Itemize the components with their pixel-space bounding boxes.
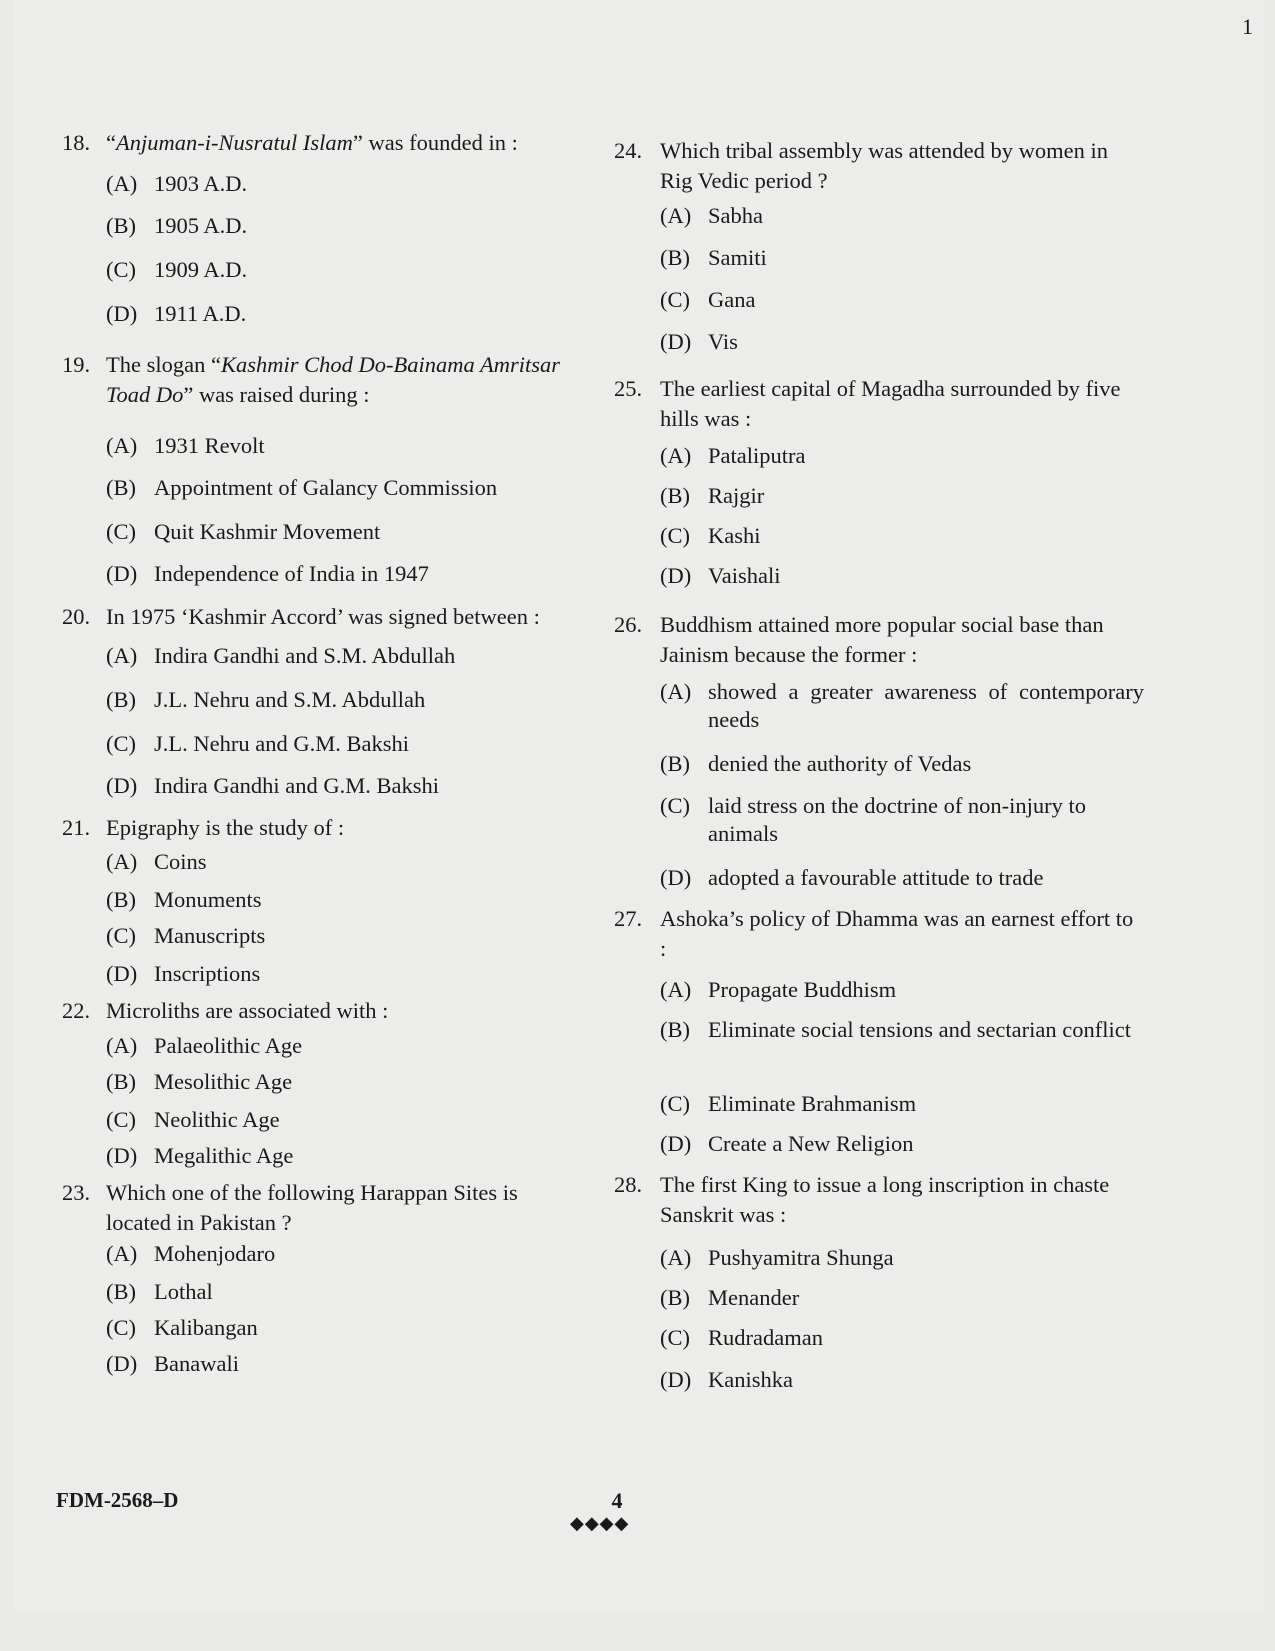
option-d <box>660 1366 1144 1394</box>
question-text <box>660 610 1144 670</box>
option-a <box>106 848 582 876</box>
question-text-part: In 1975 ‘Kashmir Accord’ was signed between : <box>106 604 540 629</box>
option-a <box>106 432 582 460</box>
option-d <box>660 562 1144 590</box>
option-text: Samiti <box>708 245 767 270</box>
question-text-part: The earliest capital of Magadha surrounded by five hills was : <box>660 376 1121 431</box>
option-label: (A) <box>660 679 692 704</box>
option-text: Palaeolithic Age <box>154 1033 303 1058</box>
option-text: Appointment of Galancy Commission <box>154 475 498 500</box>
question-26 <box>614 610 1144 670</box>
option-text: Sabha <box>708 203 763 228</box>
option-text: 1903 A.D. <box>154 171 248 196</box>
diamond-ornament: ◆◆◆◆ <box>570 1513 630 1533</box>
option-c <box>106 922 582 950</box>
option-text: Monuments <box>154 887 262 912</box>
option-text: Kanishka <box>708 1367 793 1392</box>
option-label: (C) <box>660 1091 690 1116</box>
option-d <box>660 328 1144 356</box>
option-label: (D) <box>106 773 138 798</box>
option-text: Vis <box>708 329 738 354</box>
option-label: (D) <box>106 561 138 586</box>
option-label: (A) <box>106 171 138 196</box>
option-text: Rajgir <box>708 483 765 508</box>
option-label: (D) <box>660 329 692 354</box>
option-c <box>660 792 1144 848</box>
option-b <box>106 1068 582 1096</box>
question-27 <box>614 904 1144 964</box>
option-d <box>106 560 582 588</box>
question-text <box>660 1170 1144 1230</box>
option-text: adopted a favourable attitude to trade <box>708 865 1044 890</box>
question-number: 23. <box>62 1180 91 1205</box>
question-text <box>106 1178 582 1238</box>
question-text-part: Microliths are associated with : <box>106 998 389 1023</box>
option-d <box>660 864 1144 892</box>
question-text-part: “ <box>106 130 116 155</box>
question-text-part: ” was founded in : <box>352 130 518 155</box>
question-text-part: Which tribal assembly was attended by women in Rig Vedic period ? <box>660 138 1109 193</box>
option-label: (C) <box>106 923 136 948</box>
option-label: (C) <box>106 731 136 756</box>
option-b <box>660 244 1144 272</box>
option-label: (A) <box>660 203 692 228</box>
option-text: Pushyamitra Shunga <box>708 1245 894 1270</box>
option-label: (B) <box>660 1285 690 1310</box>
option-text: Menander <box>708 1285 800 1310</box>
question-text <box>106 813 582 843</box>
option-text: Lothal <box>154 1279 213 1304</box>
option-text: Coins <box>154 849 207 874</box>
option-label: (B) <box>106 887 136 912</box>
option-c <box>660 1324 1144 1352</box>
question-text <box>106 996 582 1026</box>
option-b <box>660 1284 1144 1312</box>
option-text: Pataliputra <box>708 443 806 468</box>
option-label: (A) <box>106 1033 138 1058</box>
option-c <box>660 522 1144 550</box>
option-label: (B) <box>106 687 136 712</box>
option-a <box>106 642 582 670</box>
question-20 <box>62 602 582 632</box>
option-c <box>106 1314 582 1342</box>
question-text <box>660 374 1144 434</box>
option-text: 1931 Revolt <box>154 433 265 458</box>
option-label: (A) <box>106 433 138 458</box>
option-text: Rudradaman <box>708 1325 823 1350</box>
option-text: J.L. Nehru and S.M. Abdullah <box>154 687 426 712</box>
question-text-part: Buddhism attained more popular social base than Jainism because the former : <box>660 612 1104 667</box>
option-c <box>106 256 582 284</box>
question-22 <box>62 996 582 1026</box>
option-text: Quit Kashmir Movement <box>154 519 381 544</box>
question-number: 18. <box>62 130 91 155</box>
option-b <box>106 686 582 714</box>
option-label: (A) <box>660 977 692 1002</box>
option-d <box>660 1130 1144 1158</box>
option-d <box>106 1142 582 1170</box>
option-label: (D) <box>106 1143 138 1168</box>
option-label: (C) <box>660 1325 690 1350</box>
question-24 <box>614 136 1144 196</box>
option-label: (B) <box>660 751 690 776</box>
option-label: (B) <box>106 475 136 500</box>
option-a <box>660 678 1144 734</box>
option-label: (A) <box>660 443 692 468</box>
option-label: (B) <box>106 1279 136 1304</box>
option-text: 1909 A.D. <box>154 257 248 282</box>
question-23 <box>62 1178 582 1238</box>
option-c <box>106 518 582 546</box>
option-text: Megalithic Age <box>154 1143 294 1168</box>
option-text: Manuscripts <box>154 923 266 948</box>
question-text <box>106 350 582 410</box>
option-label: (C) <box>660 287 690 312</box>
exam-page <box>14 0 1264 1610</box>
option-text: J.L. Nehru and G.M. Bakshi <box>154 731 409 756</box>
option-b <box>660 1016 1144 1044</box>
option-label: (B) <box>106 213 136 238</box>
option-text: Kashi <box>708 523 761 548</box>
question-number: 26. <box>614 612 643 637</box>
option-b <box>106 886 582 914</box>
option-a <box>660 202 1144 230</box>
option-d <box>106 772 582 800</box>
question-number: 19. <box>62 352 91 377</box>
question-number: 27. <box>614 906 643 931</box>
option-text: laid stress on the doctrine of non-injury to animals <box>708 793 1087 846</box>
option-label: (B) <box>660 245 690 270</box>
option-label: (B) <box>106 1069 136 1094</box>
option-label: (C) <box>660 523 690 548</box>
option-label: (A) <box>660 1245 692 1270</box>
option-text: Mohenjodaro <box>154 1241 276 1266</box>
question-text-part: The slogan “ <box>106 352 221 377</box>
option-label: (A) <box>106 849 138 874</box>
option-text: Inscriptions <box>154 961 261 986</box>
option-text: Mesolithic Age <box>154 1069 293 1094</box>
question-19 <box>62 350 582 410</box>
question-number: 22. <box>62 998 91 1023</box>
option-text: Vaishali <box>708 563 781 588</box>
question-text <box>660 136 1144 196</box>
option-text: Kalibangan <box>154 1315 258 1340</box>
option-label: (A) <box>106 1241 138 1266</box>
option-text: showed a greater awareness of contemporary needs <box>708 679 1144 732</box>
option-label: (C) <box>106 519 136 544</box>
option-a <box>660 442 1144 470</box>
option-label: (C) <box>106 257 136 282</box>
option-text: Create a New Religion <box>708 1131 914 1156</box>
option-label: (D) <box>106 1351 138 1376</box>
question-number: 28. <box>614 1172 643 1197</box>
option-d <box>106 960 582 988</box>
option-a <box>106 1240 582 1268</box>
paper-code: FDM-2568–D <box>56 1488 179 1512</box>
option-text: Gana <box>708 287 756 312</box>
option-label: (C) <box>660 793 690 818</box>
question-21 <box>62 813 582 843</box>
option-text: Banawali <box>154 1351 239 1376</box>
corner-mark: 1 <box>1242 14 1253 39</box>
option-c <box>106 1106 582 1134</box>
question-25 <box>614 374 1144 434</box>
question-number: 24. <box>614 138 643 163</box>
option-label: (D) <box>660 1367 692 1392</box>
option-b <box>106 474 582 502</box>
question-number: 20. <box>62 604 91 629</box>
option-label: (D) <box>660 563 692 588</box>
option-text: Neolithic Age <box>154 1107 280 1132</box>
option-text: Indira Gandhi and G.M. Bakshi <box>154 773 439 798</box>
option-label: (C) <box>106 1107 136 1132</box>
option-label: (D) <box>106 961 138 986</box>
option-d <box>106 1350 582 1378</box>
question-number: 21. <box>62 815 91 840</box>
option-b <box>106 1278 582 1306</box>
question-number: 25. <box>614 376 643 401</box>
option-b <box>106 212 582 240</box>
option-label: (B) <box>660 1017 690 1042</box>
page-number: 4 <box>611 1488 623 1513</box>
option-c <box>106 730 582 758</box>
option-b <box>660 750 1144 778</box>
option-c <box>660 1090 1144 1118</box>
question-text-part: Which one of the following Harappan Sites is located in Pakistan ? <box>106 1180 518 1235</box>
question-28 <box>614 1170 1144 1230</box>
option-text: Eliminate social tensions and sectarian conflict <box>708 1017 1131 1042</box>
question-text-part: Epigraphy is the study of : <box>106 815 345 840</box>
option-label: (A) <box>106 643 138 668</box>
option-a <box>106 170 582 198</box>
option-label: (C) <box>106 1315 136 1340</box>
option-label: (D) <box>106 301 138 326</box>
question-18 <box>62 128 582 158</box>
question-text-part: ” was raised during : <box>183 382 370 407</box>
option-a <box>660 1244 1144 1272</box>
option-label: (D) <box>660 1131 692 1156</box>
option-text: Independence of India in 1947 <box>154 561 429 586</box>
question-text-italic: Anjuman-i-Nusratul Islam <box>116 130 353 155</box>
option-b <box>660 482 1144 510</box>
option-d <box>106 300 582 328</box>
question-text <box>106 602 582 632</box>
option-c <box>660 286 1144 314</box>
question-text <box>106 128 582 158</box>
question-text <box>660 904 1144 964</box>
option-label: (B) <box>660 483 690 508</box>
option-text: Indira Gandhi and S.M. Abdullah <box>154 643 456 668</box>
option-label: (D) <box>660 865 692 890</box>
question-text-part: Ashoka’s policy of Dhamma was an earnest effort to : <box>660 906 1134 961</box>
option-text: 1911 A.D. <box>154 301 247 326</box>
option-text: denied the authority of Vedas <box>708 751 972 776</box>
option-text: Eliminate Brahmanism <box>708 1091 917 1116</box>
option-a <box>660 976 1144 1004</box>
option-text: Propagate Buddhism <box>708 977 897 1002</box>
question-text-italic: Kashmir Chod Do-Bainama Amritsar Toad Do <box>106 352 560 407</box>
option-a <box>106 1032 582 1060</box>
question-text-part: The first King to issue a long inscription in chaste Sanskrit was : <box>660 1172 1110 1227</box>
option-text: 1905 A.D. <box>154 213 248 238</box>
